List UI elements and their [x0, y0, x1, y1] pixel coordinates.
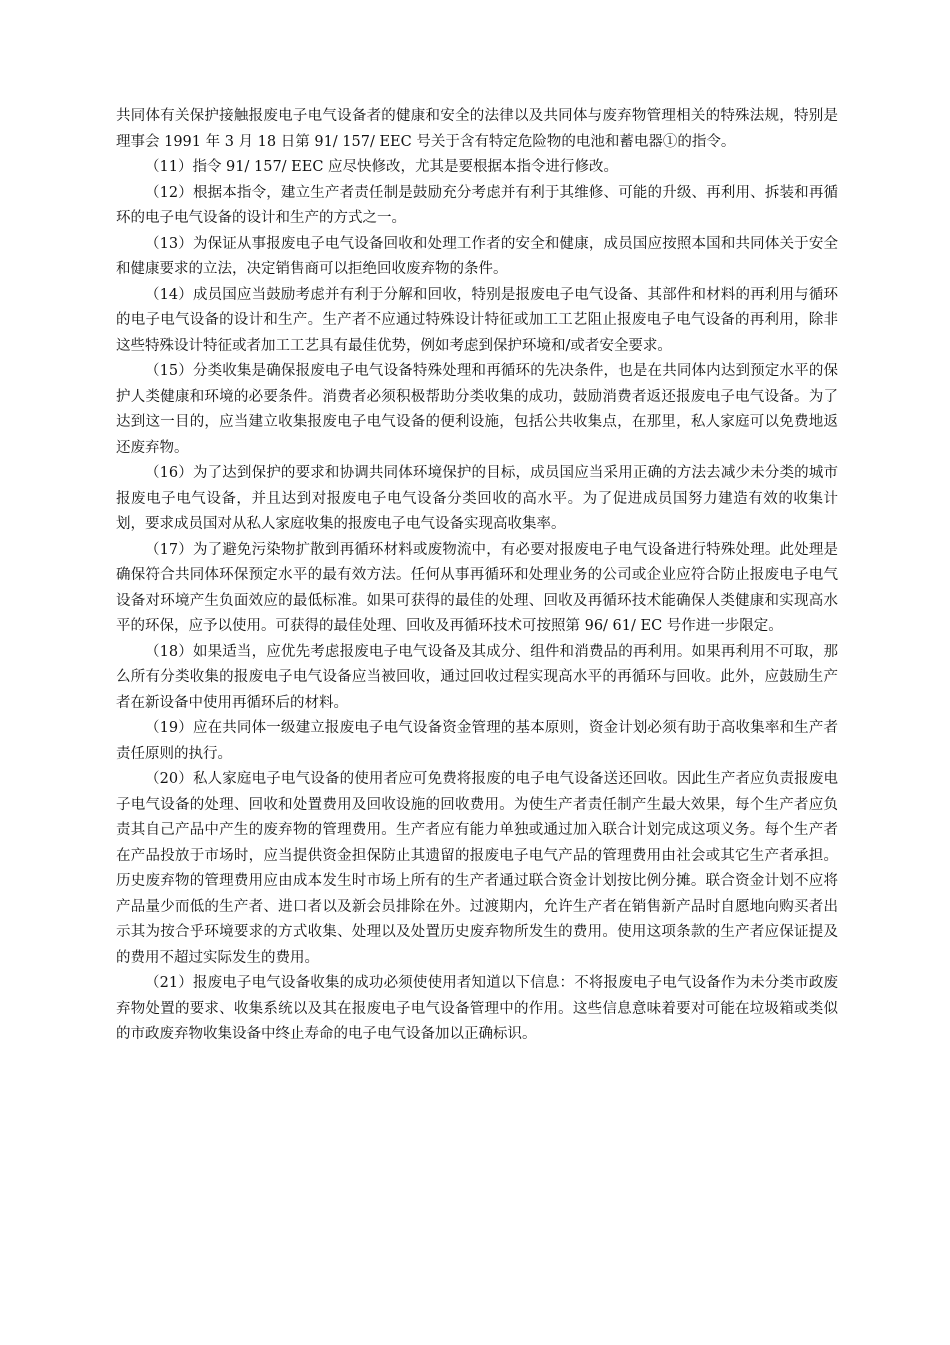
paragraph-17: （17）为了避免污染物扩散到再循环材料或废物流中，有必要对报废电子电气设备进行特殊处理。此处理是确保符合共同体环保预定水平的最有效方法。任何从事再循环和处理业务的公司或企业应符合防止报废电子电气设备对环境产生负面效应的最低标准。如果可获得的最佳的处理、回收及再循环技术能确保人类健康和实现高水平的环保，应予以使用。可获得的最佳处理、回收及再循环技术可按照第 96/ 61/ EC 号作进一步限定。 — [116, 541, 838, 634]
paragraph-14: （14）成员国应当鼓励考虑并有利于分解和回收，特别是报废电子电气设备、其部件和材料的再利用与循环的电子电气设备的设计和生产。生产者不应通过特殊设计特征或加工工艺阻止报废电子电气设备的再利用，除非这些特殊设计特征或者加工工艺具有最佳优势，例如考虑到保护环境和/或者安全要求。 — [116, 286, 838, 354]
paragraph-12: （12）根据本指令，建立生产者责任制是鼓励充分考虑并有利于其维修、可能的升级、再利用、拆装和再循环的电子电气设备的设计和生产的方式之一。 — [116, 184, 838, 226]
paragraph-20: （20）私人家庭电子电气设备的使用者应可免费将报废的电子电气设备送还回收。因此生产者应负责报废电子电气设备的处理、回收和处置费用及回收设施的回收费用。为使生产者责任制产生最大效果，每个生产者应负责其自己产品中产生的废弃物的管理费用。生产者应有能力单独或通过加入联合计划完成这项义务。每个生产者在产品投放于市场时，应当提供资金担保防止其遗留的报废电子电气产品的管理费用由社会或其它生产者承担。历史废弃物的管理费用应由成本发生时市场上所有的生产者通过联合资金计划按比例分摊。联合资金计划不应将产品量少而低的生产者、进口者以及新会员排除在外。过渡期内，允许生产者在销售新产品时自愿地向购买者出示其为按合乎环境要求的方式收集、处理以及处置历史废弃物所发生的费用。使用这项条款的生产者应保证提及的费用不超过实际发生的费用。 — [116, 771, 838, 966]
intro-paragraph: 共同体有关保护接触报废电子电气设备者的健康和安全的法律以及共同体与废弃物管理相关的特殊法规，特别是理事会 1991 年 3 月 18 日第 91/ 157/ EEC 号关于含有特定危险物的电池和蓄电器①的指令。 — [116, 108, 838, 150]
paragraph-21: （21）报废电子电气设备收集的成功必须使使用者知道以下信息：不将报废电子电气设备作为未分类市政废弃物处置的要求、收集系统以及其在报废电子电气设备管理中的作用。这些信息意味着要对可能在垃圾箱或类似的市政废弃物收集设备中终止寿命的电子电气设备加以正确标识。 — [116, 975, 838, 1042]
document-page — [116, 104, 838, 1048]
paragraph-13: （13）为保证从事报废电子电气设备回收和处理工作者的安全和健康，成员国应按照本国和共同体关于安全和健康要求的立法，决定销售商可以拒绝回收废弃物的条件。 — [116, 235, 838, 277]
paragraph-15: （15）分类收集是确保报废电子电气设备特殊处理和再循环的先决条件，也是在共同体内达到预定水平的保护人类健康和环境的必要条件。消费者必须积极帮助分类收集的成功，鼓励消费者返还报废电子电气设备。为了达到这一目的，应当建立收集报废电子电气设备的便利设施，包括公共收集点，在那里，私人家庭可以免费地返还废弃物。 — [116, 363, 838, 456]
paragraph-11: （11）指令 91/ 157/ EEC 应尽快修改，尤其是要根据本指令进行修改。 — [145, 159, 619, 175]
paragraph-18: （18）如果适当，应优先考虑报废电子电气设备及其成分、组件和消费品的再利用。如果再利用不可取，那么所有分类收集的报废电子电气设备应当被回收，通过回收过程实现高水平的再循环与回收。此外，应鼓励生产者在新设备中使用再循环后的材料。 — [116, 643, 838, 711]
paragraph-16: （16）为了达到保护的要求和协调共同体环境保护的目标，成员国应当采用正确的方法去减少未分类的城市报废电子电气设备，并且达到对报废电子电气设备分类回收的高水平。为了促进成员国努力建造有效的收集计划，要求成员国对从私人家庭收集的报废电子电气设备实现高收集率。 — [116, 465, 838, 532]
paragraph-19: （19）应在共同体一级建立报废电子电气设备资金管理的基本原则，资金计划必须有助于高收集率和生产者责任原则的执行。 — [116, 720, 838, 762]
